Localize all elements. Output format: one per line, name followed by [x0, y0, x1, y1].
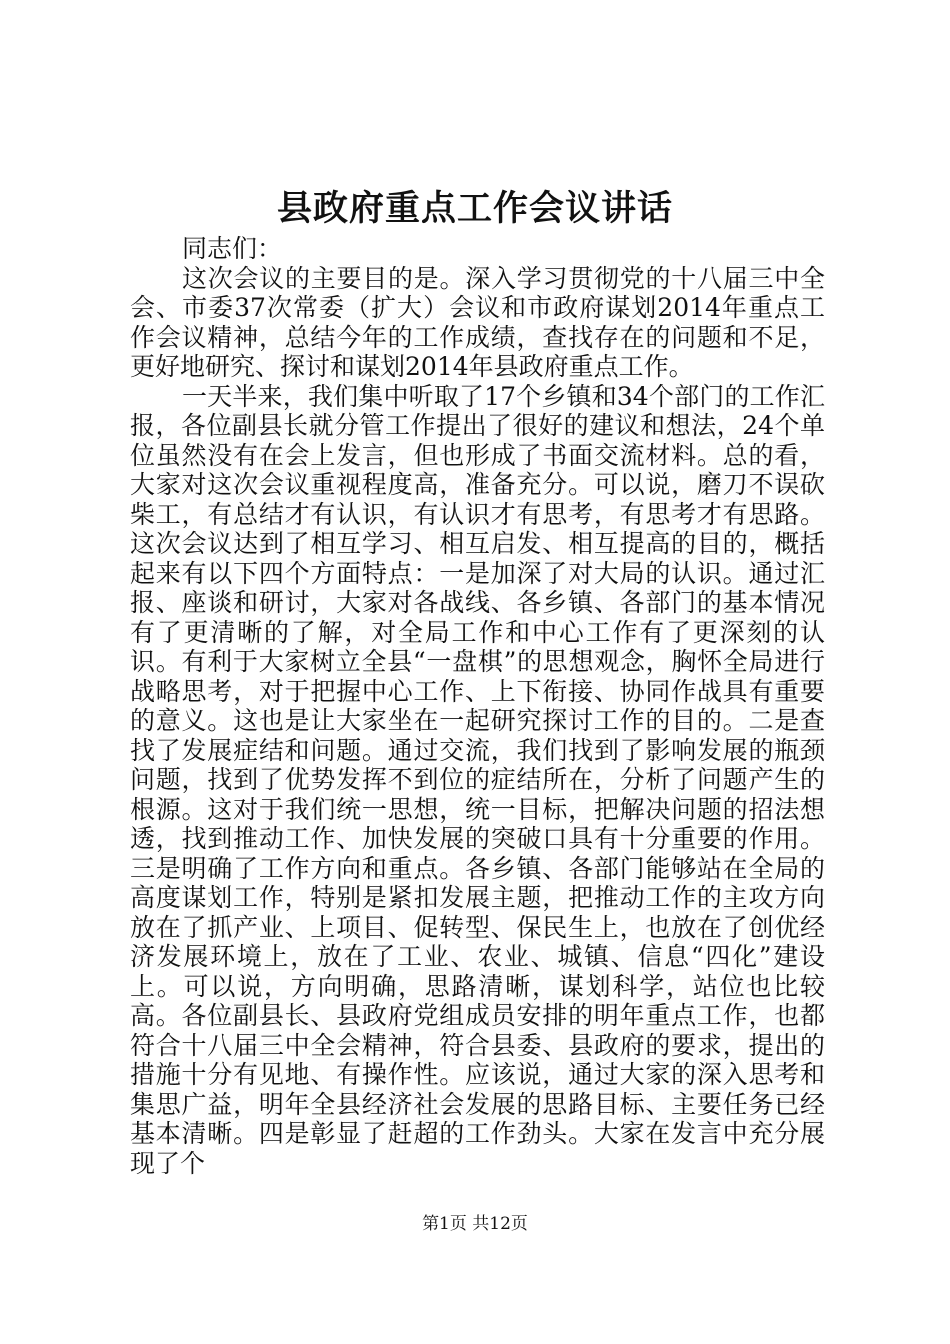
page-number: 第1页 共12页 — [422, 1214, 528, 1234]
paragraph-1: 这次会议的主要目的是。深入学习贯彻党的十八届三中全会、市委37次常委（扩大）会议和市政府谋划2014年重点工作会议精神，总结今年的工作成绩，查找存在的问题和不足，更好地研究、探讨和谋划2014年县政府重点工作。 — [130, 263, 825, 381]
salutation: 同志们： — [182, 234, 283, 263]
document-title: 县政府重点工作会议讲话 — [276, 188, 673, 229]
paragraph-2: 一天半来，我们集中听取了17个乡镇和34个部门的工作汇报，各位副县长就分管工作提出了很好的建议和想法，24个单位虽然没有在会上发言，但也形成了书面交流材料。总的看，大家对这次会议重视程度高，准备充分。可以说，磨刀不误砍柴工，有总结才有认识，有认识才有思考，有思考才有思路。这次会议达到了相互学习、相互启发、相互提高的目的，概括起来有以下四个方面特点：一是加深了对大局的认识。通过汇报、座谈和研讨，大家对各战线、各乡镇、各部门的基本情况有了更清晰的了解，对全局工作和中心工作有了更深刻的认识。有利于大家树立全县“一盘棋”的思想观念，胸怀全局进行战略思考，对于把握中心工作、上下衔接、协同作战具有重要的意义。这也是让大家坐在一起研究探讨工作的目的。二是查找了发展症结和问题。通过交流，我们找到了影响发展的瓶颈问题，找到了优势发挥不到位的症结所在，分析了问题产生的根源。这对于我们统一思想，统一目标，把解决问题的招法想透，找到推动工作、加快发展的突破口具有十分重要的作用。三是明确了工作方向和重点。各乡镇、各部门能够站在全局的高度谋划工作，特别是紧扣发展主题，把推动工作的主攻方向放在了抓产业、上项目、促转型、保民生上，也放在了创优经济发展环境上，放在了工业、农业、城镇、信息“四化”建设上。可以说，方向明确，思路清晰，谋划科学，站位也比较高。各位副县长、县政府党组成员安排的明年重点工作，也都符合十八届三中全会精神，符合县委、县政府的要求，提出的措施十分有见地、有操作性。应该说，通过大家的深入思考和集思广益，明年全县经济社会发展的思路目标、主要任务已经基本清晰。四是彰显了赶超的工作劲头。大家在发言中充分展现了个 — [130, 381, 825, 1178]
document-body — [130, 234, 825, 1178]
